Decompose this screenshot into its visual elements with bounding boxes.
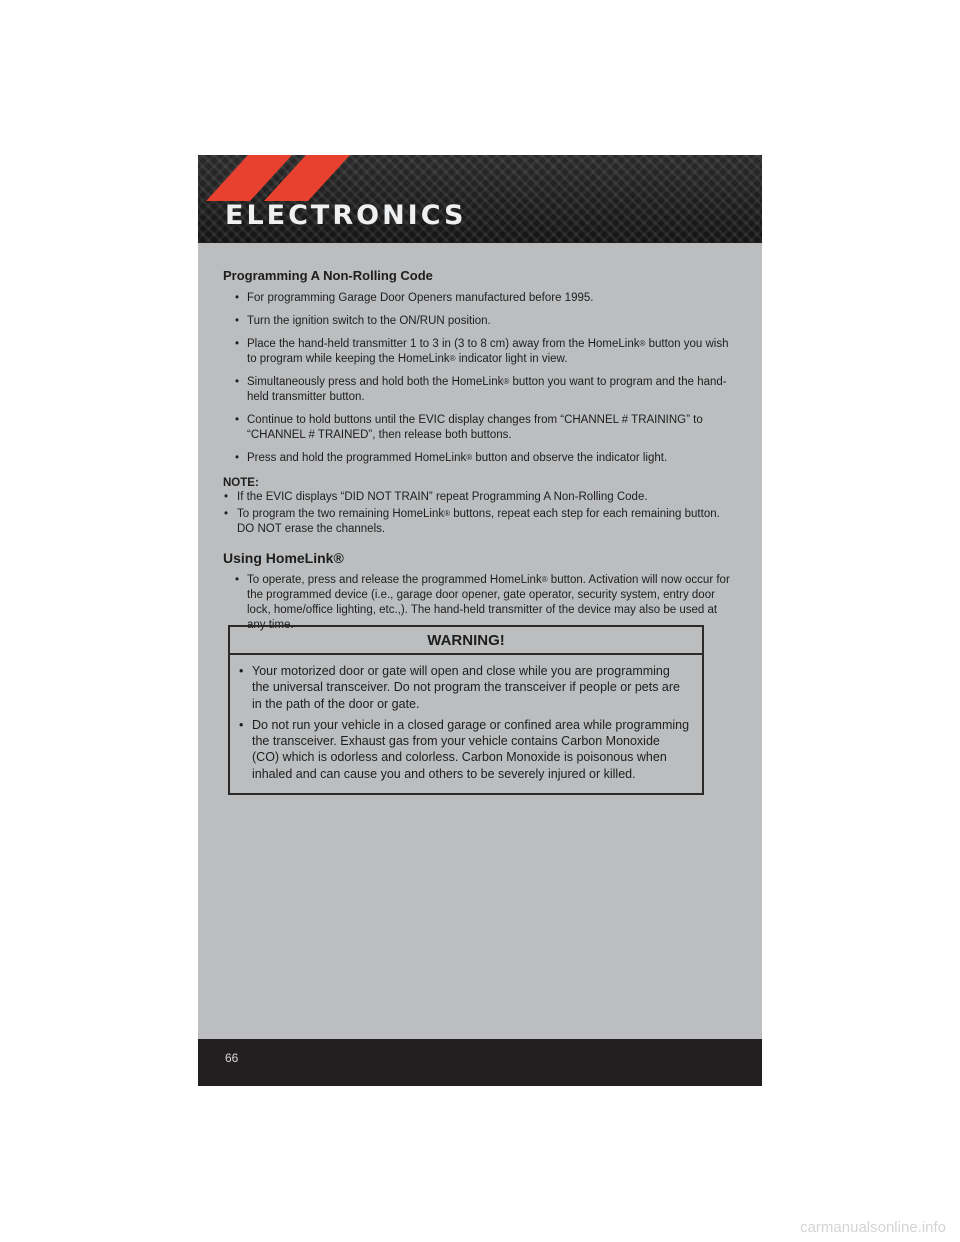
list-item: • Turn the ignition switch to the ON/RUN position. [233, 314, 738, 329]
warning-divider [230, 653, 702, 655]
list-item: • Continue to hold buttons until the EVIC display changes from “CHANNEL # TRAINING” to “CHANNEL # TRAINED”, then release both buttons. [233, 413, 738, 443]
list-item: • If the EVIC displays “DID NOT TRAIN” repeat Programming A Non-Rolling Code. [223, 490, 738, 505]
list-item: • Simultaneously press and hold both the HomeLink® button you want to program and the hand-held transmitter button. [233, 375, 738, 405]
list-item: • For programming Garage Door Openers manufactured before 1995. [233, 291, 738, 306]
list-item: • Place the hand-held transmitter 1 to 3 in (3 to 8 cm) away from the HomeLink® button you wish to program while keeping the HomeLink® indicator light in view. [233, 337, 738, 367]
warning-list [230, 663, 702, 782]
registered-mark: ® [503, 377, 510, 386]
page-footer [198, 1039, 762, 1086]
section-header [198, 155, 762, 243]
programming-steps [223, 291, 738, 466]
list-item: • To operate, press and release the programmed HomeLink® button. Activation will now occur for the programmed device (i.e., garage door opener, gate operator, security system, entry door lock, home/office lighting, etc.,). The hand-held transmitter of the device may also be used at any time. [233, 573, 738, 633]
programming-title: Programming A Non-Rolling Code [223, 268, 433, 283]
list-item: • Do not run your vehicle in a closed garage or confined area while programming the transceiver. Exhaust gas from your vehicle contains Carbon Monoxide (CO) which is odorless and colorless. Carbon Monoxide is poisonous when inhaled and can cause you and others to be severely injured or killed. [238, 717, 690, 782]
note-list [223, 490, 738, 537]
page-number: 66 [225, 1051, 239, 1065]
registered-mark: ® [466, 453, 473, 462]
list-item: • Press and hold the programmed HomeLink® button and observe the indicator light. [233, 451, 738, 466]
registered-mark: ® [639, 339, 646, 348]
manual-page [198, 155, 762, 1086]
list-item: • Your motorized door or gate will open and close while you are programming the universal transceiver. Do not program the transceiver if people or pets are in the path of the door or gate. [238, 663, 690, 712]
using-steps [223, 573, 738, 633]
section-title: ELECTRONICS [225, 200, 467, 231]
list-item: • To program the two remaining HomeLink® buttons, repeat each step for each remaining button. DO NOT erase the channels. [223, 507, 738, 537]
registered-mark: ® [444, 509, 451, 518]
warning-box [228, 625, 704, 795]
note-label: NOTE: [223, 477, 259, 489]
registered-mark: ® [541, 575, 548, 584]
using-homelink-title: Using HomeLink® [223, 550, 344, 566]
warning-title: WARNING! [427, 632, 505, 649]
registered-mark: ® [449, 354, 456, 363]
content [223, 267, 738, 641]
watermark: carmanualsonline.info [800, 1219, 946, 1236]
